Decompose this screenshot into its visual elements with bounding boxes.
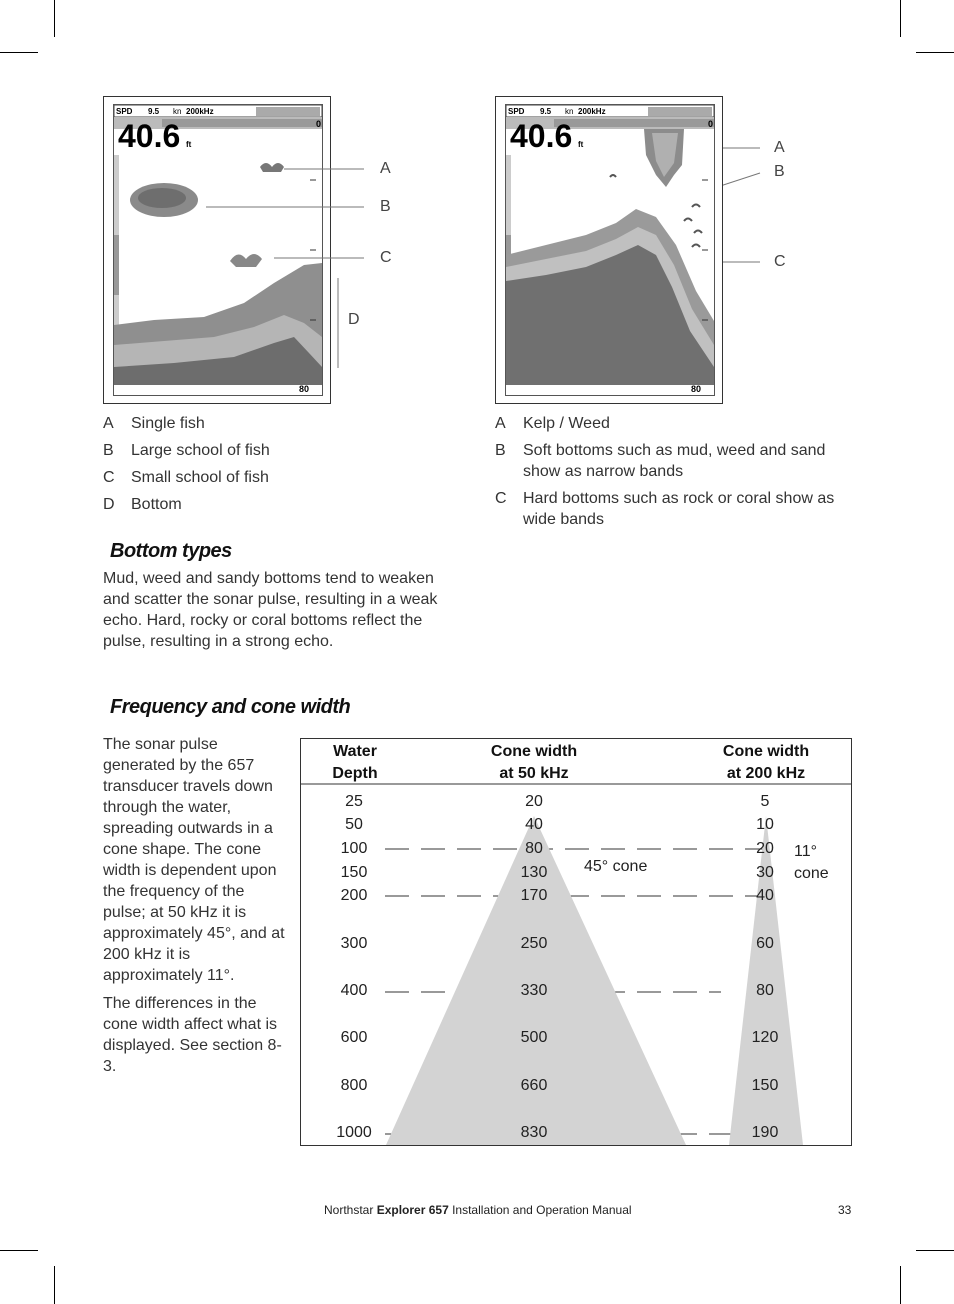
crop-mark [54, 1266, 55, 1304]
footer-brand: Northstar [324, 1203, 374, 1217]
legend-item [103, 413, 433, 434]
header-line: at 50 kHz [499, 765, 569, 782]
speed-unit: kn [565, 107, 574, 116]
legend-text: Single fish [131, 415, 205, 432]
w200-cell: 190 [751, 1124, 779, 1141]
scale-top: 0 [316, 119, 322, 129]
legend-letter: A [103, 415, 114, 432]
cone-45-label: 45° cone [584, 858, 648, 875]
crop-mark [900, 1266, 901, 1304]
sonar-image [506, 105, 714, 395]
legend-item [495, 413, 840, 434]
callout-lines-left [0, 0, 954, 420]
footer-title [324, 1203, 632, 1217]
legend-fish [103, 413, 433, 521]
footer-model: Explorer 657 [376, 1203, 449, 1217]
callout-d-left: D [348, 311, 360, 328]
legend-letter: D [103, 496, 115, 513]
scale-bottom: 80 [691, 384, 702, 394]
w200-cell: 30 [756, 864, 774, 881]
speed-label: SPD [116, 107, 133, 116]
callout-c-right: C [774, 253, 786, 270]
frequency-readout: 200kHz [186, 107, 214, 116]
callout-c-left: C [380, 249, 392, 266]
w200-cell: 150 [751, 1077, 779, 1094]
legend-letter: B [495, 442, 506, 459]
frequency-para-2: The differences in the cone width affect what is displayed. See section 8-3. [103, 995, 282, 1075]
header-cone-200 [706, 741, 826, 785]
callout-b-left: B [380, 198, 391, 215]
crop-mark [0, 1250, 38, 1251]
w200-cell: 20 [756, 840, 774, 857]
legend-item [103, 494, 433, 515]
header-water-depth [315, 741, 395, 785]
depth-cell: 50 [345, 816, 363, 833]
legend-item [495, 440, 840, 482]
scale-bottom: 80 [299, 384, 310, 394]
legend-item [495, 488, 840, 530]
depth-cell: 600 [340, 1029, 368, 1046]
callout-a-left: A [380, 160, 391, 177]
w50-cell: 500 [520, 1029, 548, 1046]
w200-cell: 120 [751, 1029, 779, 1046]
legend-letter: B [103, 442, 114, 459]
legend-bottom [495, 413, 840, 536]
depth-cell: 400 [340, 982, 368, 999]
bottom-types-body: Mud, weed and sandy bottoms tend to weaken and scatter the sonar pulse, resulting in a weak echo. Hard, rocky or coral bottoms reflect the pulse, resulting in a strong echo. [103, 570, 438, 650]
cone-11-label [794, 841, 829, 885]
scale-top: 0 [708, 119, 714, 129]
legend-letter: A [495, 415, 506, 432]
crop-mark [916, 1250, 954, 1251]
sonar-screen-bottom [495, 96, 723, 404]
w50-cell: 830 [520, 1124, 548, 1141]
w50-cell: 80 [525, 840, 543, 857]
speed-value: 9.5 [540, 107, 552, 116]
header-line: Cone width [490, 743, 578, 760]
depth-readout: 40.6 [510, 118, 573, 154]
legend-text: Small school of fish [131, 469, 269, 486]
w50-cell: 330 [520, 982, 548, 999]
depth-cell: 300 [340, 935, 368, 952]
legend-text: Bottom [131, 496, 182, 513]
w200-cell: 40 [756, 887, 774, 904]
cone-11-label-line: 11° [794, 843, 818, 860]
w50-cell: 170 [520, 887, 548, 904]
w50-cell: 20 [525, 793, 543, 810]
header-line: at 200 kHz [726, 765, 806, 782]
w200-cell: 60 [756, 935, 774, 952]
speed-value: 9.5 [148, 107, 160, 116]
cone-width-table [300, 738, 852, 1146]
header-cone-50 [474, 741, 594, 785]
legend-letter: C [495, 490, 507, 507]
speed-label: SPD [508, 107, 525, 116]
header-line: Depth [332, 765, 378, 782]
header-line: Cone width [722, 743, 810, 760]
depth-readout: 40.6 [118, 118, 181, 154]
section-heading-frequency: Frequency and cone width [110, 696, 351, 718]
page-number: 33 [838, 1203, 852, 1217]
speed-unit: kn [173, 107, 182, 116]
legend-text: Hard bottoms such as rock or coral show as wide bands [523, 490, 835, 528]
depth-cell: 1000 [336, 1124, 372, 1141]
legend-item [103, 440, 433, 461]
depth-cell: 200 [340, 887, 368, 904]
w200-cell: 10 [756, 816, 774, 833]
depth-cell: 25 [345, 793, 363, 810]
cone-11-label-line: cone [794, 865, 829, 882]
section-heading-bottom-types: Bottom types [110, 540, 232, 562]
depth-unit: ft [186, 140, 192, 149]
w50-cell: 660 [520, 1077, 548, 1094]
depth-cell: 150 [340, 864, 368, 881]
w50-cell: 40 [525, 816, 543, 833]
legend-text: Large school of fish [131, 442, 270, 459]
w200-cell: 80 [756, 982, 774, 999]
legend-text: Soft bottoms such as mud, weed and sand show as narrow bands [523, 442, 826, 480]
legend-item [103, 467, 433, 488]
header-line: Water [333, 743, 377, 760]
frequency-readout: 200kHz [578, 107, 606, 116]
legend-text: Kelp / Weed [523, 415, 610, 432]
w200-cell: 5 [760, 793, 770, 810]
callout-a-right: A [774, 139, 785, 156]
depth-cell: 800 [340, 1077, 368, 1094]
w50-cell: 250 [520, 935, 548, 952]
depth-cell: 100 [340, 840, 368, 857]
legend-letter: C [103, 469, 115, 486]
sonar-display [505, 104, 715, 396]
w50-cell: 130 [520, 864, 548, 881]
depth-unit: ft [578, 140, 584, 149]
callout-b-right: B [774, 163, 785, 180]
footer-manual-title: Installation and Operation Manual [452, 1203, 632, 1217]
frequency-para-1: The sonar pulse generated by the 657 transducer travels down through the water, spreading outwards in a cone shape. The cone width is dependent upon the frequency of the pulse; at 50 kHz it is approximately 45°, and at 200 kHz it is approximately 11°. [103, 736, 285, 984]
